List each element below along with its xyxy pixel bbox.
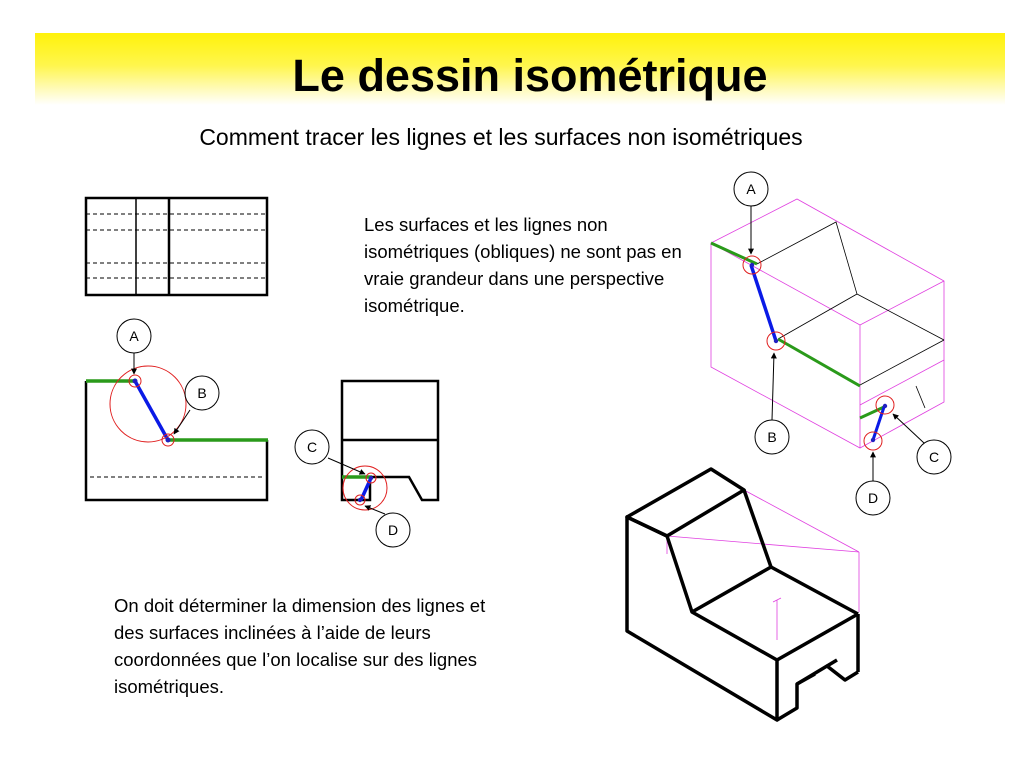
front-dot-a <box>133 379 138 384</box>
side-label-d <box>376 513 410 547</box>
paragraph-top: Les surfaces et les lignes non isométriques (obliques) ne sont pas en vraie grandeur dans une perspective isométrique. <box>364 214 682 316</box>
side-label-c <box>295 430 329 464</box>
svg-text:C: C <box>306 439 318 455</box>
iso-green-top <box>711 243 757 264</box>
iso-label-a <box>734 172 768 206</box>
front-view <box>86 353 268 500</box>
top-view <box>86 198 267 295</box>
iso-construction-view <box>711 199 944 482</box>
side-view <box>328 381 438 514</box>
iso-label-d <box>856 481 890 515</box>
iso-label-b <box>755 420 789 454</box>
iso-green-mid <box>778 339 860 386</box>
front-dot-b <box>166 438 171 443</box>
paragraph-bottom: On doit déterminer la dimension des lignes et des surfaces inclinées à l’aide de leurs coordonnées que l’on localise sur des lignes isométriques. <box>114 595 486 697</box>
page-title: Le dessin isométrique <box>292 50 768 101</box>
page-subtitle: Comment tracer les lignes et les surfaces non isométriques <box>199 124 803 150</box>
svg-text:A: A <box>129 328 139 344</box>
svg-text:D: D <box>867 490 879 506</box>
iso-solid-view <box>627 469 859 720</box>
svg-text:D: D <box>387 522 399 538</box>
front-label-a <box>117 319 151 353</box>
svg-text:B: B <box>767 429 777 445</box>
svg-text:A: A <box>746 181 756 197</box>
svg-text:C: C <box>928 449 940 465</box>
front-label-b <box>185 376 219 410</box>
iso-label-c <box>917 440 951 474</box>
front-oblique-line-ab <box>135 381 168 440</box>
svg-text:B: B <box>197 385 207 401</box>
